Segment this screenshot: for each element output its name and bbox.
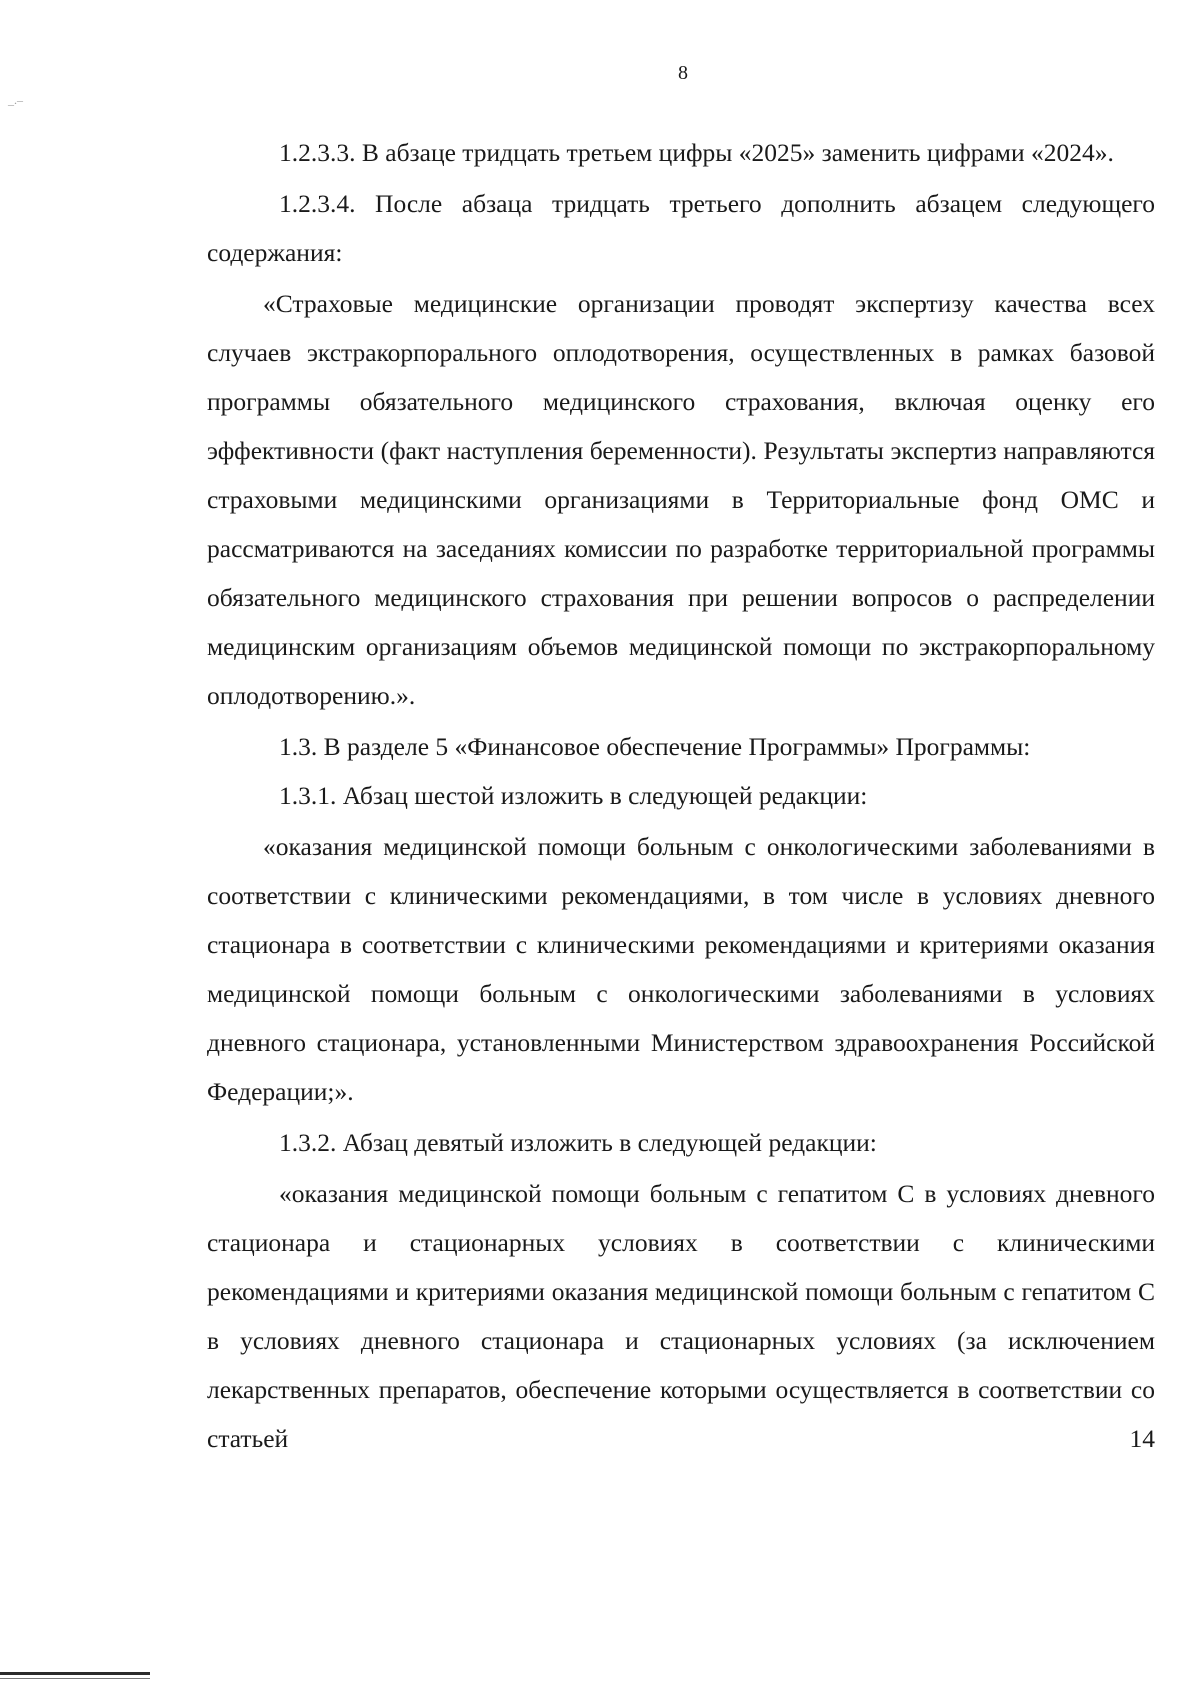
paragraph-1-3-2: 1.3.2. Абзац девятый изложить в следующей редакции: <box>279 1128 877 1157</box>
quoted-paragraph-oncology: «оказания медицинской помощи больным с онкологическими заболеваниями в соответствии с клиническими рекомендациями, в том числе в условиях дневного стационара в соответствии с клиническими рекомендациями и критериями оказания медицинской помощи больным с онкологическими заболеваниями в условиях дневного стационара, установленными Министерством здравоохранения Российской Федерации;». <box>207 832 1155 1106</box>
page-number: 8 <box>678 62 688 84</box>
quoted-paragraph-insurance: «Страховые медицинские организации проводят экспертизу качества всех случаев экстракорпорального оплодотворения, осуществленных в рамках базовой программы обязательного медицинского страхования, включая оценку его эффективности (факт наступления беременности). Результаты экспертиз направляются страховыми медицинскими организациями в Территориальные фонд ОМС и рассматриваются на заседаниях комиссии по разработке территориальной программы обязательного медицинского страхования при решении вопросов о распределении медицинским организациям объемов медицинской помощи по экстракорпоральному оплодотворению.». <box>207 289 1155 710</box>
document-body <box>207 128 1155 1463</box>
paragraph-1-3: 1.3. В разделе 5 «Финансовое обеспечение Программы» Программы: <box>279 732 1031 761</box>
footer-rule-thin <box>0 1678 150 1679</box>
footer-rule <box>0 1672 150 1675</box>
paragraph-1-2-3-3: 1.2.3.3. В абзаце тридцать третьем цифры «2025» заменить цифрами «2024». <box>279 138 1114 167</box>
paragraph-1-2-3-4: 1.2.3.4. После абзаца тридцать третьего дополнить абзацем следующего содержания: <box>207 189 1155 267</box>
scan-artifact: _.– <box>8 93 23 107</box>
paragraph-1-3-1: 1.3.1. Абзац шестой изложить в следующей редакции: <box>279 781 868 810</box>
quoted-paragraph-hepatitis: «оказания медицинской помощи больным с гепатитом С в условиях дневного стационара и стационарных условиях в соответствии с клиническими рекомендациями и критериями оказания медицинской помощи больным с гепатитом С в условиях дневного стационара и стационарных условиях (за исключением лекарственных препаратов, обеспечение которыми осуществляется в соответствии со статьей 14 <box>207 1179 1155 1453</box>
